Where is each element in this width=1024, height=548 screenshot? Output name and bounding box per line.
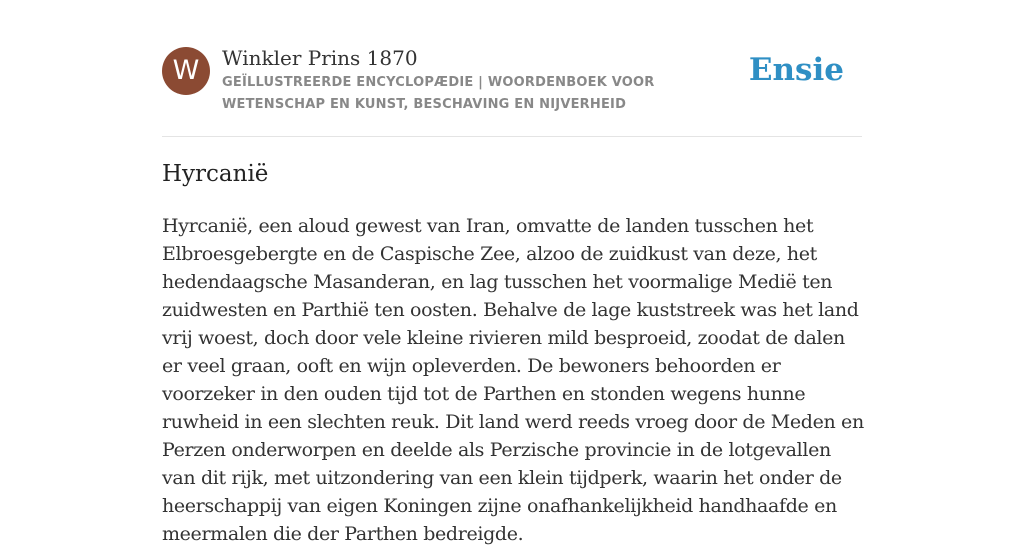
source-title[interactable]: Winkler Prins 1870 [222,46,418,70]
article-body: Hyrcanië, een aloud gewest van Iran, omvatte de landen tusschen het Elbroesgebergte en de Caspische Zee, alzoo de zuidkust van deze, het hedendaagsche Masanderan, en lag tusschen het voormalige Medië ten zuidwesten en Parthië ten oosten. Behalve de lage kuststreek was het land vrij woest, doch door vele kleine rivieren mild besproeid, zoodat de dalen er veel graan, ooft en wijn opleverden. De bewoners behoorden er voorzeker in den ouden tijd tot de Parthen en stonden wegens hunne ruwheid in een slechten reuk. Dit land werd reeds vroeg door de Meden en Perzen onderworpen en deelde als Perzische provincie in de lotgevallen van dit rijk, met uitzondering van een klein tijdperk, waarin het onder de heerschappij van eigen Koningen zijne onafhankelijkheid handhaafde en meermalen die der Parthen bedreigde. [162,215,864,545]
avatar[interactable]: W [162,47,210,95]
source-header [162,44,862,137]
brand-logo[interactable]: Ensie [748,52,844,88]
source-subtitle: GEÏLLUSTREERDE ENCYCLOPÆDIE | WOORDENBOEK VOOR WETENSCHAP EN KUNST, BESCHAVING EN NIJVERHEID [222,75,655,112]
article-title: Hyrcanië [162,161,269,187]
